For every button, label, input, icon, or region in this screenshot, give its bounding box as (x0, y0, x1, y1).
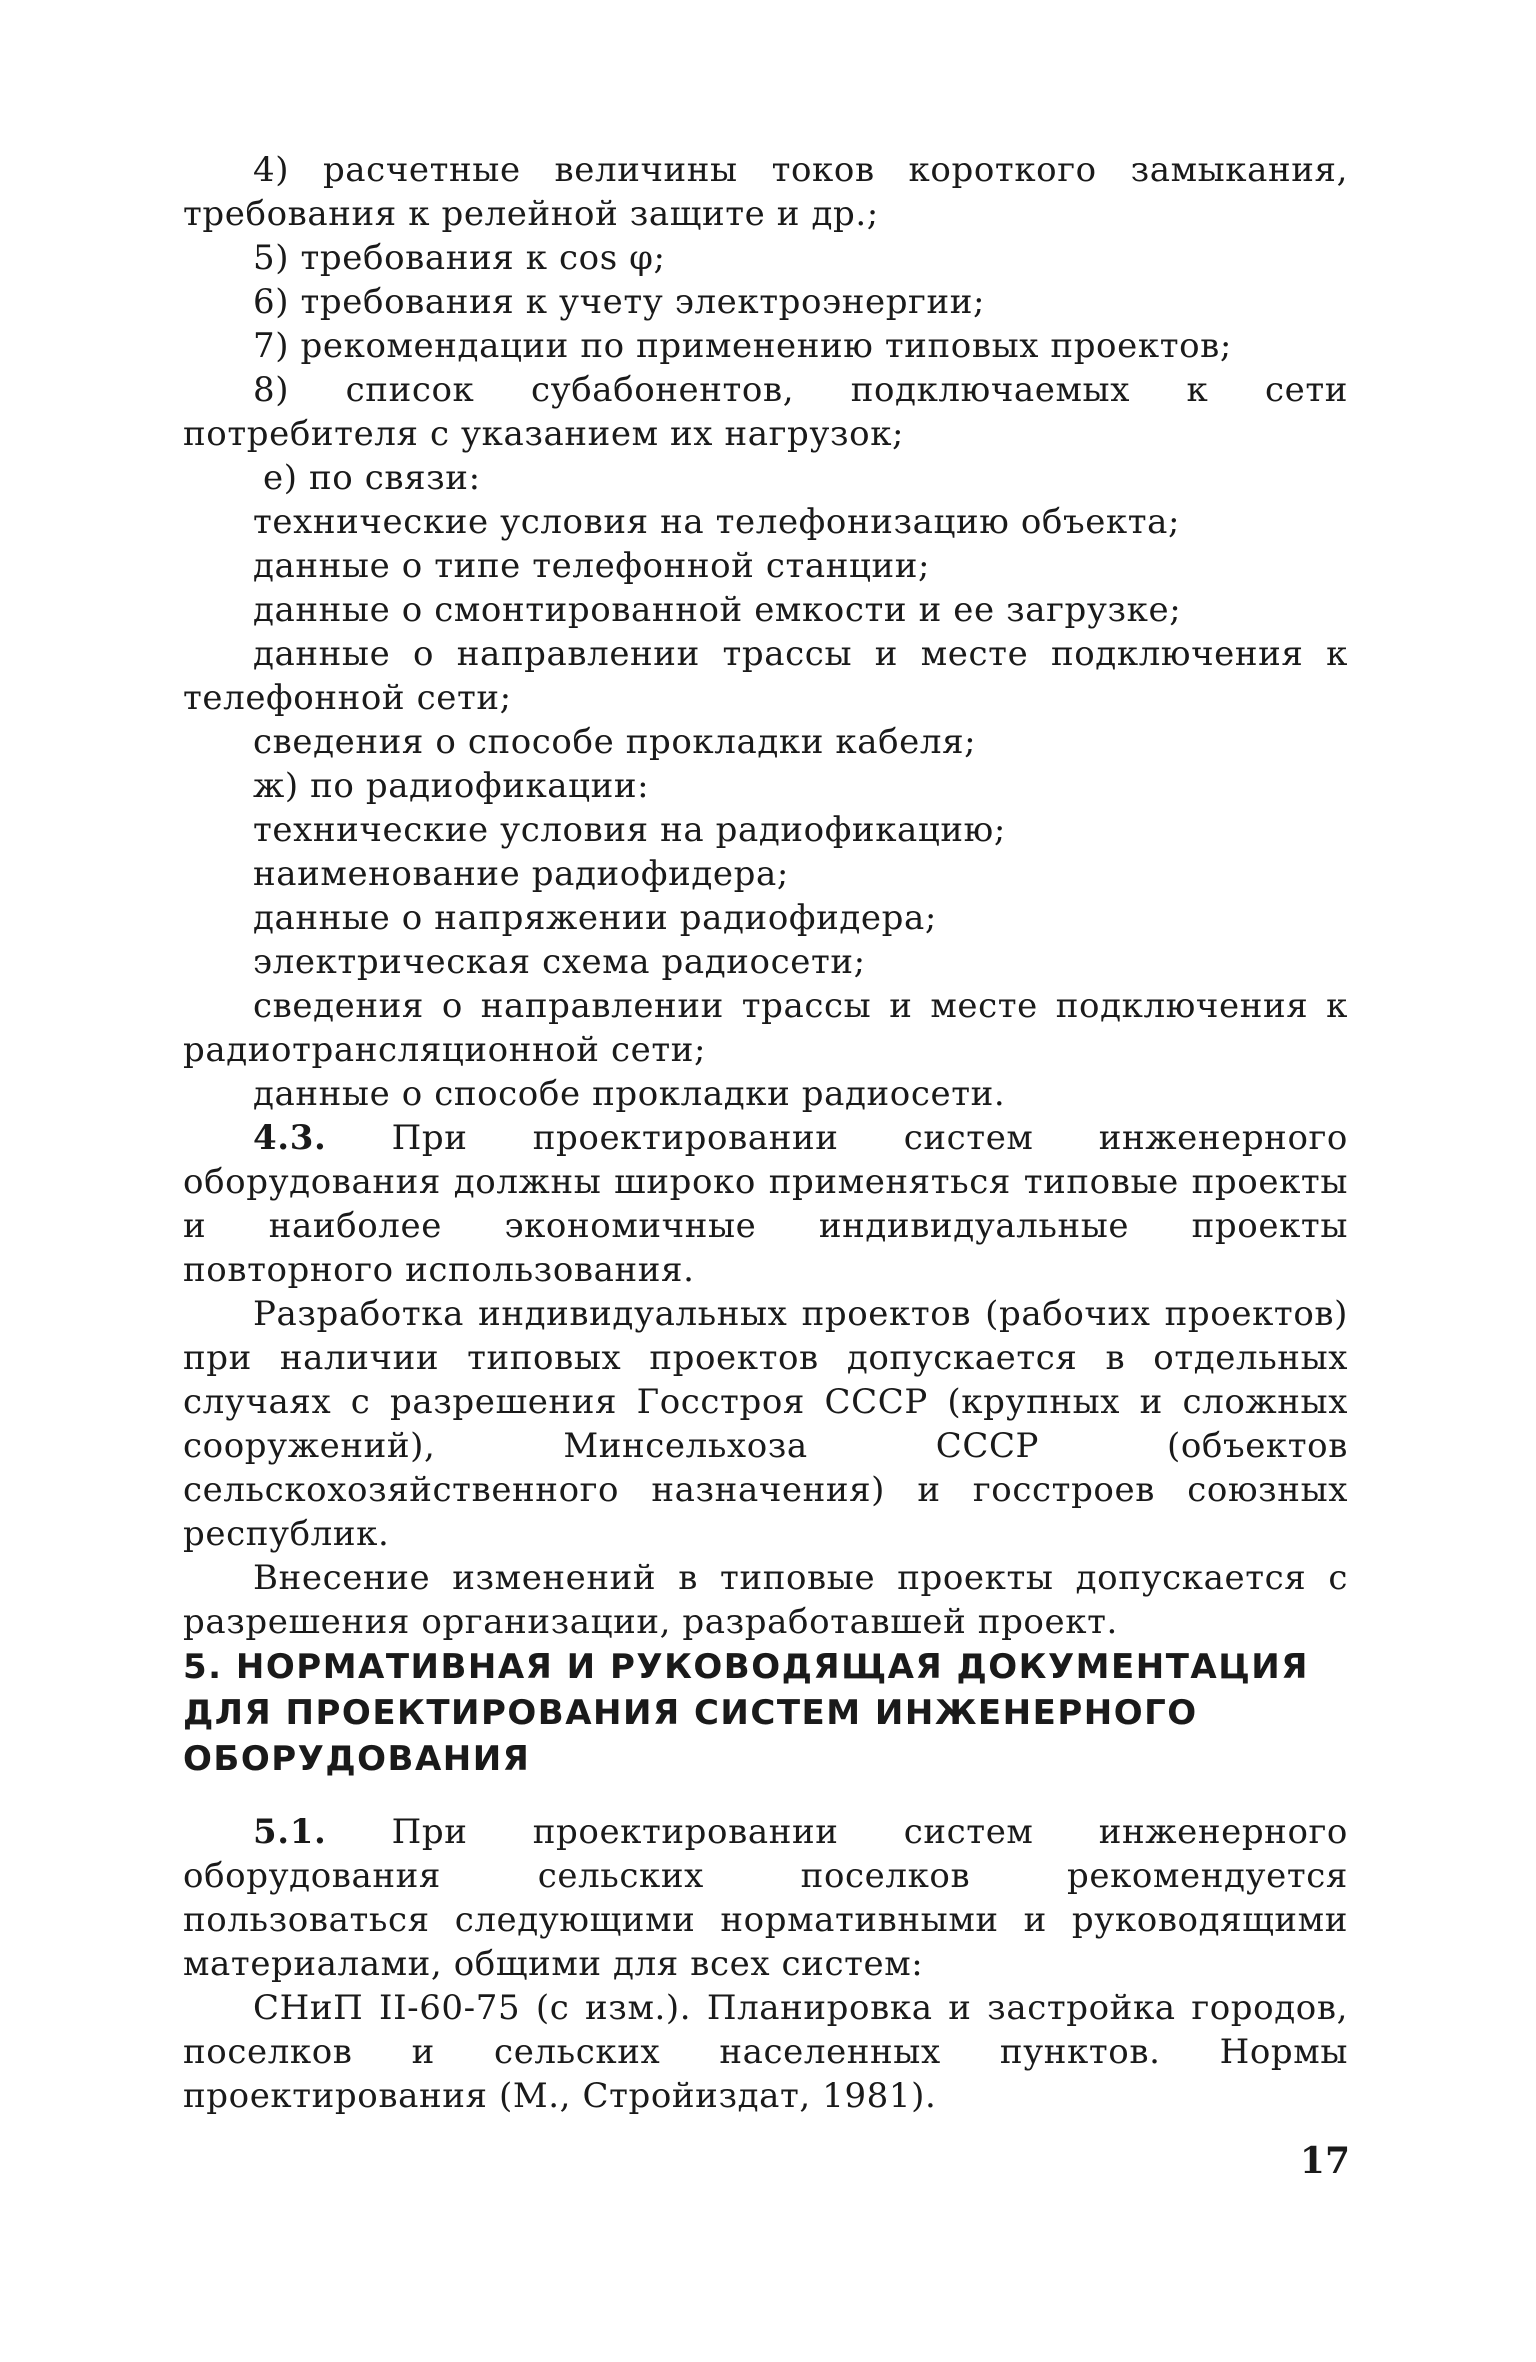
paragraph-snip: СНиП II-60-75 (с изм.). Планировка и застройка городов, поселков и сельских населенных пунктов. Нормы проектирования (М., Стройиздат, 1981). (183, 1988, 1348, 2116)
list-item: данные о напряжении радиофидера; (253, 898, 937, 938)
list-item: технические условия на телефонизацию объекта; (253, 502, 1181, 542)
list-item: данные о направлении трассы и месте подключения к телефонной сети; (183, 634, 1348, 718)
paragraph-individual-projects: Разработка индивидуальных проектов (рабочих проектов) при наличии типовых проектов допускается в отдельных случаях с разрешения Госстроя СССР (крупных и сложных сооружений), Минсельхоза СССР (объектов сельскохозяйственного назначения) и госстроев союзных республик. (183, 1294, 1348, 1554)
list-item-6: 6) требования к учету электроэнергии; (253, 282, 986, 322)
list-item-4: 4) расчетные величины токов короткого замыкания, требования к релейной защите и др.; (183, 150, 1348, 234)
subsection-radio: ж) по радиофикации: (253, 766, 650, 806)
list-item: электрическая схема радиосети; (253, 942, 866, 982)
clause-number: 5.1. (253, 1812, 327, 1852)
list-item: данные о типе телефонной станции; (253, 546, 931, 586)
list-item: данные о смонтированной емкости и ее загрузке; (253, 590, 1182, 630)
paragraph-changes: Внесение изменений в типовые проекты допускается с разрешения организации, разработавшей проект. (183, 1558, 1348, 1642)
paragraph-5-1 (183, 1810, 1348, 1986)
subsection-communication: е) по связи: (263, 458, 481, 498)
list-item-7: 7) рекомендации по применению типовых проектов; (253, 326, 1232, 366)
list-item-5: 5) требования к cos φ; (253, 238, 666, 278)
body-text (183, 148, 1348, 2118)
list-item: наименование радиофидера; (253, 854, 789, 894)
paragraph-4-3 (183, 1116, 1348, 1292)
list-item: технические условия на радиофикацию; (253, 810, 1006, 850)
clause-text: При проектировании систем инженерного оборудования сельских поселков рекомендуется пользоваться следующими нормативными и руководящими материалами, общими для всех систем: (183, 1812, 1348, 1984)
clause-number: 4.3. (253, 1118, 327, 1158)
list-item: сведения о способе прокладки кабеля; (253, 722, 977, 762)
section-heading: 5. НОРМАТИВНАЯ И РУКОВОДЯЩАЯ ДОКУМЕНТАЦИЯ ДЛЯ ПРОЕКТИРОВАНИЯ СИСТЕМ ИНЖЕНЕРНОГО ОБОРУДОВАНИЯ (183, 1647, 1309, 1779)
list-item: данные о способе прокладки радиосети. (253, 1074, 1006, 1114)
list-item: сведения о направлении трассы и месте подключения к радиотрансляционной сети; (183, 986, 1348, 1070)
page-number: 17 (1299, 2140, 1350, 2182)
list-item-8: 8) список субабонентов, подключаемых к сети потребителя с указанием их нагрузок; (183, 370, 1348, 454)
clause-text: При проектировании систем инженерного оборудования должны широко применяться типовые проекты и наиболее экономичные индивидуальные проекты повторного использования. (183, 1118, 1348, 1290)
